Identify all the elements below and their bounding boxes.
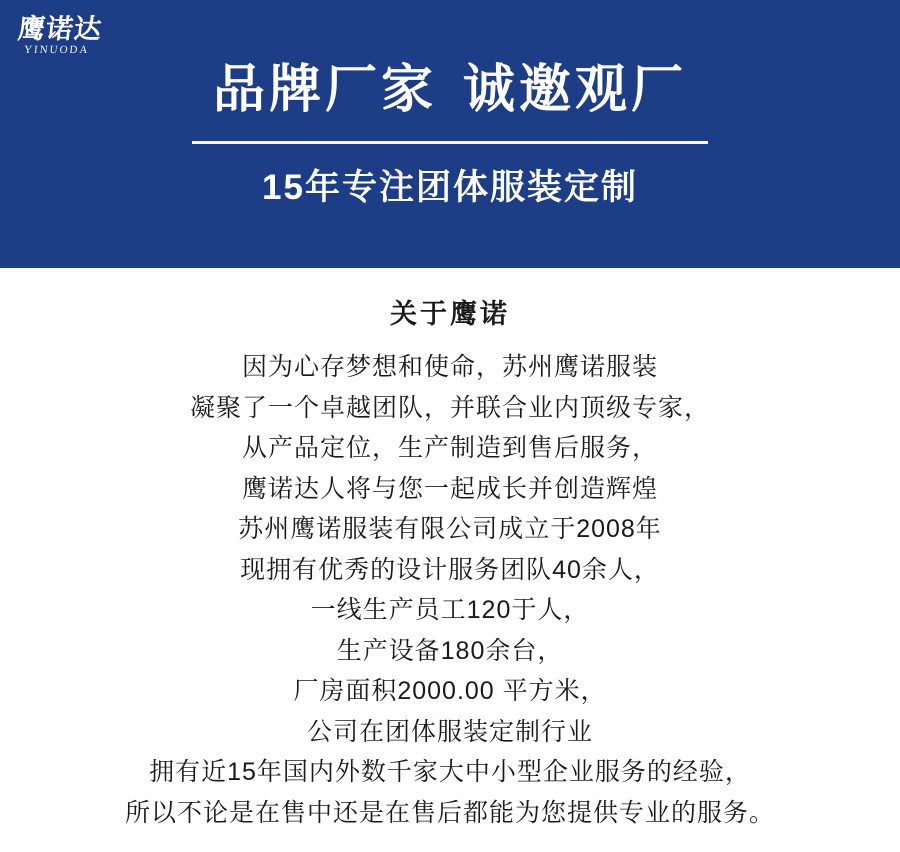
about-section — [0, 268, 900, 833]
about-line: 生产设备180余台， — [336, 636, 564, 665]
about-line: 凝聚了一个卓越团队，并联合业内顶级专家， — [189, 393, 710, 422]
brand-logo — [18, 16, 128, 64]
banner-subtitle: 15年专注团体服装定制 — [262, 168, 638, 207]
about-line: 拥有近15年国内外数千家大中小型企业服务的经验， — [149, 758, 751, 786]
about-line: 苏州鹰诺服装有限公司成立于2008年 — [238, 515, 662, 543]
about-line: 公司在团体服装定制行业 — [306, 717, 593, 746]
banner-divider — [192, 141, 708, 144]
brand-logo-sub-text: YINUODA — [23, 44, 91, 56]
banner-title-part2: 诚邀观厂 — [463, 61, 688, 119]
about-line: 一线生产员工120于人， — [310, 596, 590, 624]
about-line: 因为心存梦想和使命，苏州鹰诺服装 — [241, 353, 658, 381]
about-line: 鹰诺达人将与您一起成长并创造辉煌 — [241, 474, 658, 503]
brand-logo-main-text: 鹰诺达 — [16, 14, 104, 44]
about-heading: 关于鹰诺 — [390, 299, 510, 329]
banner-text-block — [0, 58, 900, 210]
hero-banner — [0, 0, 900, 268]
about-line: 现拥有优秀的设计服务团队40余人， — [240, 555, 660, 584]
banner-title — [0, 58, 900, 123]
about-line: 从产品定位，生产制造到售后服务， — [241, 434, 658, 462]
about-text-list — [0, 347, 900, 833]
about-line: 厂房面积2000.00 平方米， — [293, 677, 607, 705]
banner-title-part1: 品牌厂家 — [212, 61, 437, 119]
about-line: 所以不论是在售中还是在售后都能为您提供专业的服务。 — [124, 798, 775, 827]
